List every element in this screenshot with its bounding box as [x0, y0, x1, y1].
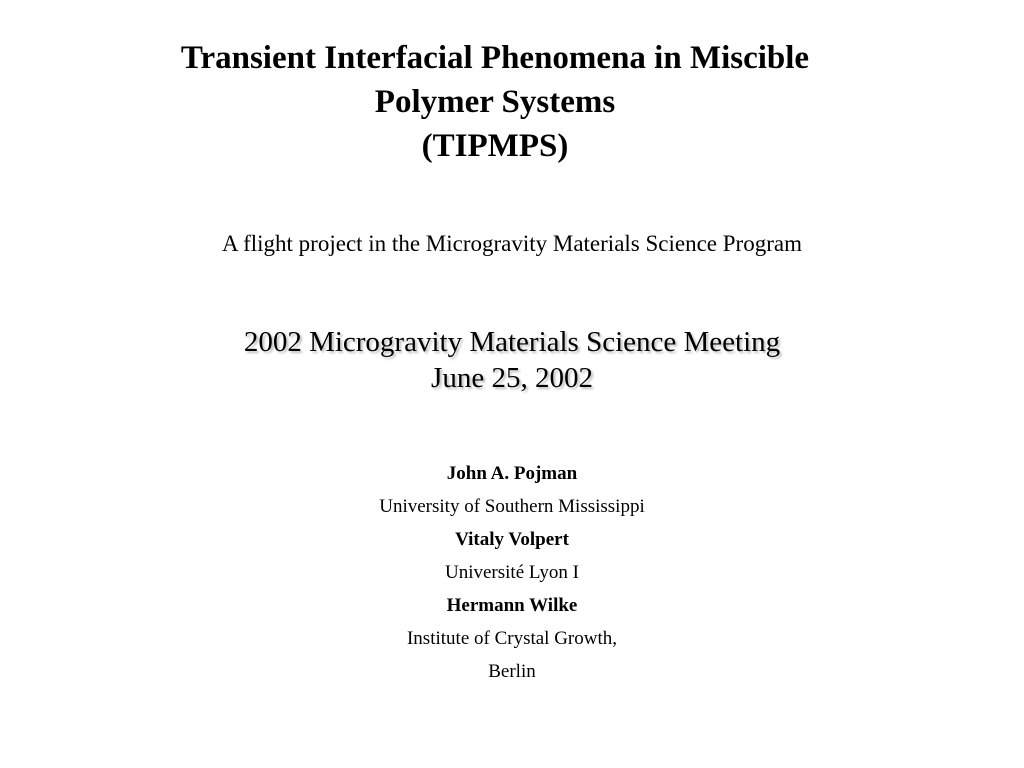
- author-list: [200, 457, 824, 688]
- author-affiliation: Institute of Crystal Growth,: [406, 628, 618, 649]
- author-affiliation: Université Lyon I: [444, 562, 580, 583]
- author-affiliation: University of Southern Mississippi: [379, 496, 645, 517]
- meeting-name: 2002 Microgravity Materials Science Meeting: [243, 326, 781, 358]
- author-name: John A. Pojman: [446, 463, 578, 484]
- title-line-2: Polymer Systems: [374, 84, 616, 120]
- author-affiliation: Berlin: [488, 661, 536, 682]
- author-name: Hermann Wilke: [446, 595, 578, 616]
- meeting-info: [100, 324, 924, 396]
- meeting-date: June 25, 2002: [431, 362, 593, 394]
- title-line-3: (TIPMPS): [421, 128, 569, 164]
- slide-title: [90, 36, 900, 168]
- title-line-1: Transient Interfacial Phenomena in Miscible: [180, 40, 810, 76]
- slide-subtitle: A flight project in the Microgravity Materials Science Program: [222, 231, 802, 256]
- author-name: Vitaly Volpert: [455, 529, 569, 550]
